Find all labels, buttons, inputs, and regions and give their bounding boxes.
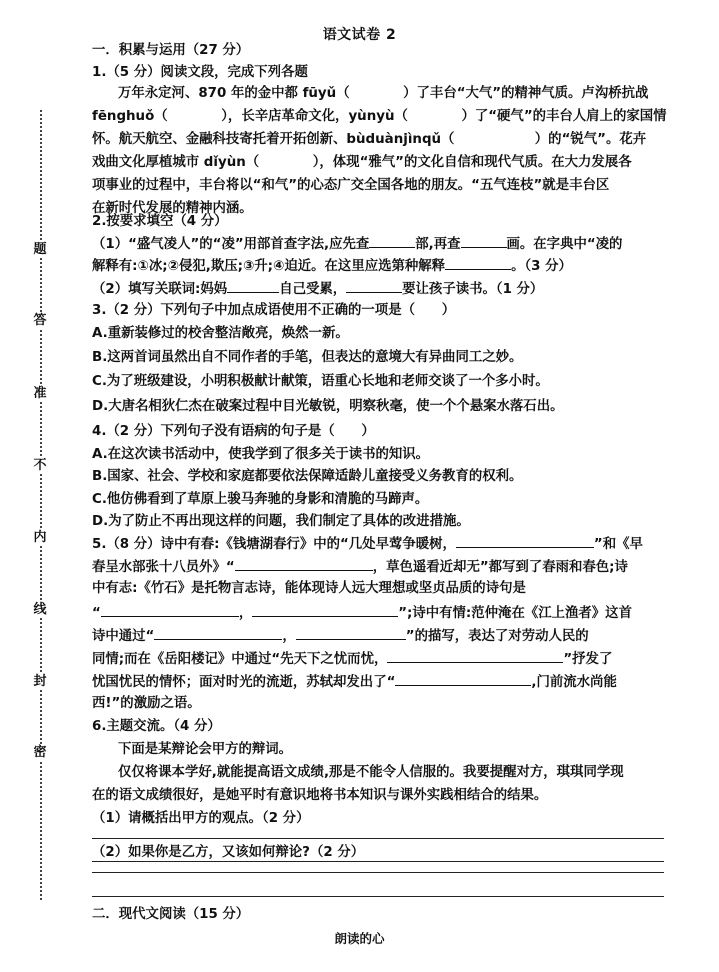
question-5-line xyxy=(92,557,628,577)
passage-line: 怀。航天航空、金融科技寄托着开拓创新、bùduànjìnqǔ（ ）的“锐气”。花卉 xyxy=(92,132,647,147)
passage-line: 在新时代发展的精神内涵。 xyxy=(92,201,253,216)
option-d: D.为了防止不再出现这样的问题，我们制定了具体的改进措施。 xyxy=(92,514,470,529)
text: 春呈水部张十八员外》“ xyxy=(92,560,235,575)
question-5-line: 西!”的激励之语。 xyxy=(92,696,201,711)
text: 解释有:①冰;②侵犯,欺压;③升;④迫近。在这里应选第种解释 xyxy=(92,259,446,274)
answer-line[interactable] xyxy=(92,872,664,873)
section-heading: 一．积累与运用（27 分） xyxy=(92,43,250,58)
option-a: A.在这次读书活动中，使我学到了很多关于读书的知识。 xyxy=(92,447,430,462)
question-5-line xyxy=(92,603,632,623)
question-4-header: 4.（2 分）下列句子没有语病的句子是（ ） xyxy=(92,424,375,439)
binding-char: 题 xyxy=(28,242,52,258)
fill-blank[interactable] xyxy=(369,234,415,248)
binding-char: 线 xyxy=(28,602,52,618)
text: ”和《早 xyxy=(593,537,643,552)
binding-char: 准 xyxy=(28,386,52,402)
question-6-header: 6.主题交流。（4 分） xyxy=(92,719,221,734)
fill-blank[interactable] xyxy=(296,626,406,640)
option-c: C.为了班级建设，小明积极献计献策，语重心长地和老师交谈了一个多小时。 xyxy=(92,374,549,389)
question-5-line xyxy=(92,672,617,692)
question-3-header: 3.（2 分）下列句子中加点成语使用不正确的一项是（ ） xyxy=(92,303,456,318)
question-5-line xyxy=(92,626,589,646)
binding-char: 答 xyxy=(28,313,52,329)
text: （1）“盛气凌人”的“凌”用部首查字法,应先查 xyxy=(92,237,370,252)
passage-line: 万年永定河、870 年的金中都 fūyǔ（ ）了丰台“大气”的精神气质。卢沟桥抗战 xyxy=(118,86,649,101)
text: 部,再查 xyxy=(415,237,461,252)
text: 5.（8 分）诗中有春:《钱塘湖春行》中的“几处早莺争暖树， xyxy=(92,537,456,552)
section-heading: 二．现代文阅读（15 分） xyxy=(92,907,250,922)
option-b: B.国家、社会、学校和家庭都要依法保障适龄儿童接受义务教育的权利。 xyxy=(92,469,523,484)
binding-char: 不 xyxy=(28,458,52,474)
text: 忧国忧民的情怀；面对时光的流逝，苏轼却发出了“ xyxy=(92,675,396,690)
fill-blank[interactable] xyxy=(346,279,402,293)
question-5-line: 中有志:《竹石》是托物言志诗，能体现诗人远大理想或坚贞品质的诗句是 xyxy=(92,581,526,596)
passage-line: 戏曲文化厚植城市 dǐyùn（ ），体现“雅气”的文化自信和现代气质。在大力发展各 xyxy=(92,155,632,170)
fill-blank[interactable] xyxy=(387,649,563,663)
text: （2）填写关联词:妈妈 xyxy=(92,282,228,297)
page-title: 语文试卷 2 xyxy=(322,27,397,43)
text: ，草色遥看近却无”都写到了春雨和春色;诗 xyxy=(372,560,628,575)
question-2-line-2 xyxy=(92,256,572,276)
passage-line: 项事业的过程中，丰台将以“和气”的心态广交全国各地的朋友。“五气连枝”就是丰台区 xyxy=(92,178,610,193)
debate-speech-line: 在的语文成绩很好，是她平时有意识地将书本知识与课外实践相结合的结果。 xyxy=(92,788,548,803)
fill-blank[interactable] xyxy=(101,603,239,617)
text: ”的描写，表达了对劳动人民的 xyxy=(405,629,589,644)
question-2-header: 2.按要求填空（4 分） xyxy=(92,214,228,229)
binding-char: 内 xyxy=(28,530,52,546)
question-2-line-3 xyxy=(92,279,543,299)
text: ,门前流水尚能 xyxy=(531,675,617,690)
question-1-header: 1.（5 分）阅读文段，完成下列各题 xyxy=(92,65,308,80)
question-6-sub-1: （1）请概括出甲方的观点。（2 分） xyxy=(92,811,310,826)
option-c: C.他仿佛看到了草原上骏马奔驰的身影和清脆的马蹄声。 xyxy=(92,492,429,507)
fill-blank[interactable] xyxy=(395,672,531,686)
question-6-sub-2: （2）如果你是乙方，又该如何辩论?（2 分） xyxy=(92,845,365,860)
text: ， xyxy=(238,606,253,621)
question-5-line xyxy=(92,649,612,669)
text: 要让孩子读书。（1 分） xyxy=(402,282,544,297)
text: 自己受累， xyxy=(279,282,347,297)
question-6-intro: 下面是某辩论会甲方的辩词。 xyxy=(118,742,293,757)
text: 。（3 分） xyxy=(511,259,572,274)
text: 诗中通过“ xyxy=(92,629,155,644)
answer-line[interactable] xyxy=(92,896,664,897)
option-a: A.重新装修过的校舍整洁敞亮，焕然一新。 xyxy=(92,326,349,341)
passage-line: fēnghuǒ（ ），长辛店革命文化，yùnyù（ ）了“硬气”的丰台人肩上的家国情 xyxy=(92,109,667,124)
passage-title: 朗读的心 xyxy=(334,931,385,946)
fill-blank[interactable] xyxy=(235,557,373,571)
text: “ xyxy=(92,606,101,621)
debate-speech-line: 仅仅将课本学好,就能提高语文成绩,那是不能令人信服的。我要提醒对方，琪琪同学现 xyxy=(118,765,624,780)
question-2-line-1 xyxy=(92,234,622,254)
fill-blank[interactable] xyxy=(445,256,511,270)
fill-blank[interactable] xyxy=(227,279,279,293)
fill-blank[interactable] xyxy=(456,534,594,548)
fill-blank[interactable] xyxy=(252,603,398,617)
answer-line[interactable] xyxy=(92,838,664,839)
fill-blank[interactable] xyxy=(154,626,282,640)
question-5-line xyxy=(92,534,643,554)
binding-dotted-line xyxy=(40,110,42,900)
text: 画。在字典中“凌的 xyxy=(506,237,623,252)
text: ”抒发了 xyxy=(563,652,613,667)
option-d: D.大唐名相狄仁杰在破案过程中目光敏锐，明察秋毫，使一个个悬案水落石出。 xyxy=(92,399,564,414)
option-b: B.这两首词虽然出自不同作者的手笔，但表达的意境大有异曲同工之妙。 xyxy=(92,350,523,365)
binding-char: 封 xyxy=(28,674,52,690)
text: ， xyxy=(282,629,296,644)
text: ”;诗中有情:范仲淹在《江上渔者》这首 xyxy=(398,606,632,621)
binding-char: 密 xyxy=(28,745,52,761)
fill-blank[interactable] xyxy=(461,234,507,248)
text: 同情;而在《岳阳楼记》中通过“先天下之忧而忧， xyxy=(92,652,388,667)
